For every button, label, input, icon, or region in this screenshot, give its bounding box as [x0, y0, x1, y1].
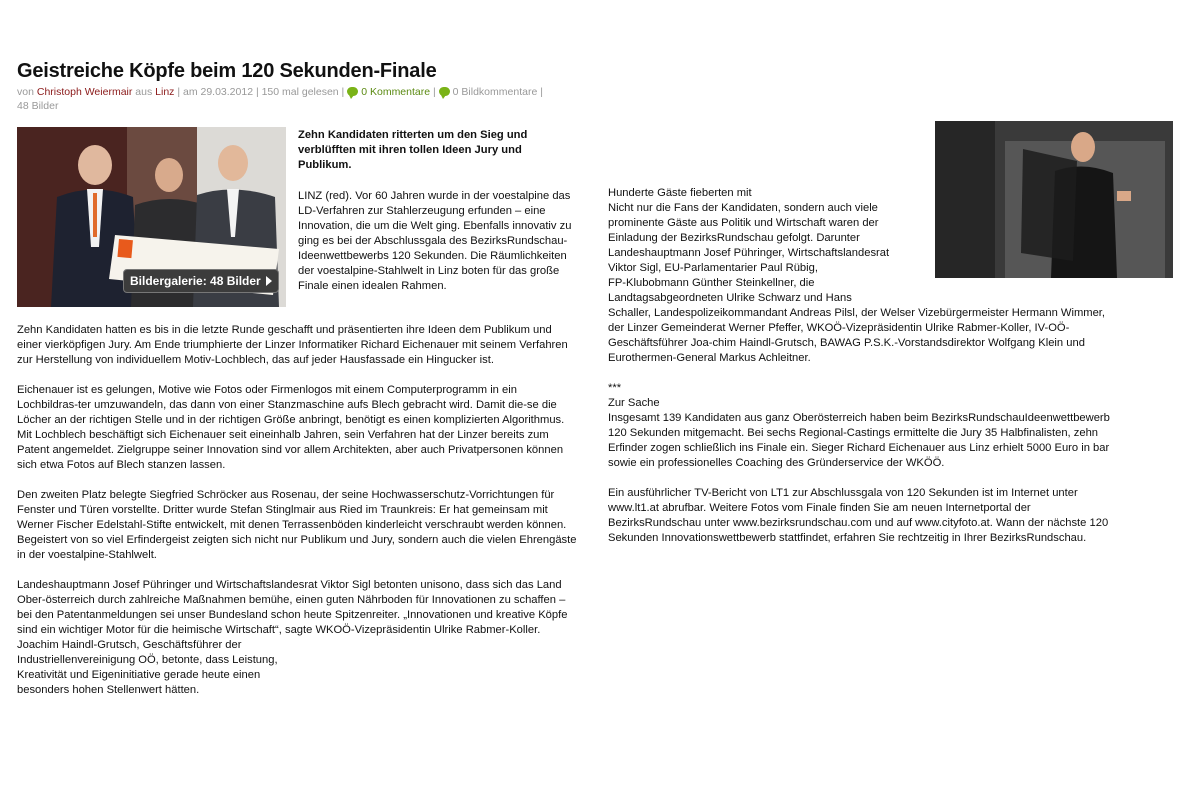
image-comment-icon [439, 87, 450, 96]
body-paragraph: Landeshauptmann Josef Pühringer und Wirtschaftslandesrat Viktor Sigl betonten unisono, dass sich das Land Ober-österreich durch zahlreiche Maßnahmen bemühe, einen guten Nährboden für Innovationen zu schaffen – bei den Patentanmeldungen sei unser Bundesland schon heute Spitzenreiter. „Innovationen und kreative Köpfe sind ein wichtiger Motor für die heimische Wirtschaft“, sagte WKOÖ-Vizepräsidentin Ulrike Rabmer-Koller. Joachim Haindl-Grutsch, Geschäftsführer der Industriellenvereinigung OÖ, betonte, dass Leistung, Kreativität und Eigeninitiative gerade heute einen besonders hohen Stellenwert hätten. [17, 579, 568, 696]
facts-paragraph: *** Zur Sache Insgesamt 139 Kandidaten aus ganz Oberösterreich haben beim BezirksRundschauIdeenwettbewerb 120 Sekunden mitgemacht. Bei sechs Regional-Castings ermittelte die Jury 35 Halbfinalisten, zehn Erfinder zogen schließlich ins Finale ein. Sieger Richard Eichenauer aus Linz erhielt 5000 Euro in bar sowie ein professionelles Coaching des Gründerservice der WKÖÖ. [608, 382, 1110, 469]
article-title: Geistreiche Köpfe beim 120 Sekunden-Finale [17, 60, 437, 82]
comments-link[interactable]: 0 Kommentare [361, 86, 431, 98]
gallery-button[interactable] [123, 269, 279, 293]
image-count: 48 Bilder [17, 100, 59, 112]
body-paragraph: Den zweiten Platz belegte Siegfried Schröcker aus Rosenau, der seine Hochwasserschutz-Vorrichtungen für Fenster und Türen vorstellte. Dritter wurde Stefan Stinglmair aus Ried im Traunkreis: Er hat gemeinsam mit Werner Fischer Edelstahl-Stifte entwickelt, mit denen Terrassenböden kinderleicht verschraubt werden können. Begeistert von so viel Erfindergeist zeigten sich nicht nur Publikum und Jury, sondern auch die vielen Ehrengäste in der voestalpine-Stahlwelt. [17, 489, 577, 561]
meta-date: | am 29.03.2012 | 150 mal gelesen | [177, 86, 345, 98]
links-paragraph: Ein ausführlicher TV-Bericht von LT1 zur Abschlussgala von 120 Sekunden ist im Internet unter www.lt1.at abrufbar. Weitere Fotos vom Finale finden Sie am neuen Internetportal der BezirksRundschau unter www.bezirksrundschau.com und auf www.cityfoto.at. Wann der nächste 120 Sekunden Innovationswettbewerb stattfindet, erfahren Sie rechtzeitig in Ihrer BezirksRundschau. [608, 487, 1109, 544]
body-paragraph: Eichenauer ist es gelungen, Motive wie Fotos oder Firmenlogos mit einem Computerprogramm in ein Lochbildras-ter umzuwandeln, das dann von einer Stanzmaschine aufs Blech gebracht wird. Damit die-se die Löcher an der richtigen Stelle und in der richtigen Größe anbringt, benötigt es einen komplizierten Algorithmus. Mit Lochblech beschäftigt sich Eichenauer seit eineinhalb Jahren, sein Verfahren hat der Linzer bereits zum Patent angemeldet. Zielgruppe seiner Innovation sind vor allem Architekten, aber auch Privatpersonen können sich etwa Fotos auf Blech stanzen lassen. [17, 384, 565, 471]
article-lead: Zehn Kandidaten ritterten um den Sieg und verblüfften mit ihren tollen Ideen Jury und Publikum. [298, 129, 528, 171]
article-sidebar-text [608, 186, 1178, 561]
article-intro: LINZ (red). Vor 60 Jahren wurde in der voestalpine das LD-Verfahren zur Stahlerzeugung erfunden – eine Innovation, die um die Welt ging. Ebenfalls innovativ zu ging es bei der Abschlussgala des BezirksRundschau-Ideenwettbewerbs 120 Sekunden. Die Räumlichkeiten der voestalpine-Stahlwelt in Linz boten für das große Finale einen idealen Rahmen. [298, 190, 572, 292]
meta-by: von [17, 86, 34, 98]
meta-from: aus [135, 86, 153, 98]
guests-paragraph: Hunderte Gäste fieberten mit Nicht nur die Fans der Kandidaten, sondern auch viele prominente Gäste aus Politik und Wirtschaft waren der Einladung der BezirksRundschau gefolgt. Darunter Landeshauptmann Josef Pühringer, Wirtschaftslandesrat Viktor Sigl, EU-Parlamentarier Paul Rübig, FP-Klubobmann Günther Steinkellner, die Landtagsabgeordneten Ulrike Schwarz und Hans Schaller, Landespolizeikommandant Andreas Pilsl, der Welser Vizebürgermeister Hermann Wimmer, der Linzer Gemeinderat Werner Pfeffer, WKOÖ-Vizepräsidentin Ulrike Rabmer-Koller, IV-OÖ- Geschäftsführer Joa-chim Haindl-Grutsch, BAWAG P.S.K.-Vorstandsdirektor Wolfgang Klein und Eurothermen-General Markus Achleitner. [608, 187, 1106, 364]
play-arrow-icon [266, 276, 272, 286]
gallery-button-label: Bildergalerie: 48 Bilder [130, 274, 261, 288]
gallery-photo[interactable] [17, 127, 286, 307]
comment-icon [347, 87, 358, 96]
location-link[interactable]: Linz [155, 86, 175, 98]
author-link[interactable]: Christoph Weiermair [36, 86, 133, 98]
article-body [17, 323, 577, 713]
article-meta [17, 85, 557, 113]
body-paragraph: Zehn Kandidaten hatten es bis in die letzte Runde geschafft und präsentierten ihre Ideen dem Publikum und einer vierköpfigen Jury. Am Ende triumphierte der Linzer Informatiker Richard Eichenauer mit seinem Verfahren zur Herstellung von individuellem Motiv-Lochblech, das auf jeder Hausfassade ein Hingucker ist. [17, 324, 568, 366]
meta-separator: | [433, 86, 436, 98]
image-comments: 0 Bildkommentare | [452, 86, 543, 98]
